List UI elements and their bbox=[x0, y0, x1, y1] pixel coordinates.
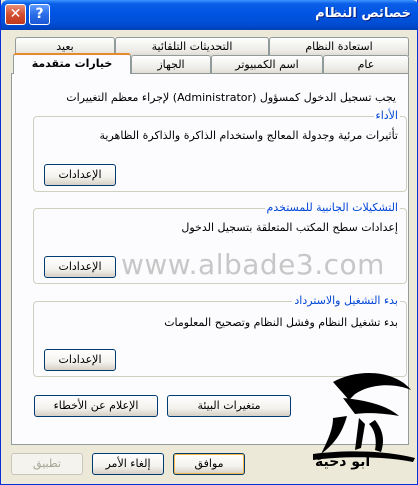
ok-button[interactable]: موافق bbox=[173, 453, 245, 475]
watermark-text: www.albade3.com bbox=[121, 248, 385, 281]
startup-recovery-settings-button[interactable]: الإعدادات bbox=[44, 349, 116, 371]
help-button[interactable] bbox=[29, 4, 50, 25]
close-button[interactable] bbox=[5, 4, 26, 25]
logo-caption: أبو دحية bbox=[315, 454, 371, 470]
tab-automatic-updates[interactable]: التحديثات التلقائية bbox=[115, 37, 269, 56]
performance-desc: تأثيرات مرئية وجدولة المعالج واستخدام الذاكرة والذاكرة الظاهرية bbox=[99, 129, 398, 142]
help-icon: ? bbox=[35, 6, 44, 22]
apply-button[interactable]: تطبيق bbox=[11, 453, 83, 475]
tab-advanced[interactable]: خيارات متقدمة bbox=[13, 53, 131, 74]
close-icon: ✕ bbox=[9, 6, 22, 22]
user-profiles-desc: إعدادات سطح المكتب المتعلقة بتسجيل الدخول bbox=[181, 221, 398, 234]
title-bar[interactable] bbox=[1, 0, 418, 30]
tab-hardware[interactable]: الجهاز bbox=[131, 55, 211, 74]
user-profiles-title: التشكيلات الجانبية للمستخدم bbox=[266, 201, 398, 214]
performance-title: الأداء bbox=[375, 109, 398, 122]
performance-settings-button[interactable]: الإعدادات bbox=[44, 164, 116, 186]
tab-general[interactable]: عام bbox=[323, 55, 409, 74]
tab-system-restore[interactable]: استعادة النظام bbox=[269, 37, 409, 56]
window-title: خصائص النظام bbox=[315, 6, 411, 21]
startup-recovery-desc: بدء تشغيل النظام وفشل النظام وتصحيح المعلومات bbox=[164, 316, 398, 329]
startup-recovery-title: بدء التشغيل والاسترداد bbox=[294, 294, 398, 307]
environment-variables-button[interactable]: متغيرات البيئة bbox=[167, 395, 291, 417]
admin-notice: يجب تسجيل الدخول كمسؤول (Administrator) لإجراء معظم التغييرات bbox=[66, 91, 396, 104]
tab-computer-name[interactable]: اسم الكمبيوتر bbox=[211, 55, 323, 74]
performance-group bbox=[33, 109, 407, 192]
cancel-button[interactable]: إلغاء الأمر bbox=[92, 453, 164, 475]
error-reporting-button[interactable]: الإعلام عن الأخطاء bbox=[34, 395, 158, 417]
user-profiles-settings-button[interactable]: الإعدادات bbox=[44, 256, 116, 278]
tab-remote[interactable]: بعيد bbox=[15, 37, 115, 56]
